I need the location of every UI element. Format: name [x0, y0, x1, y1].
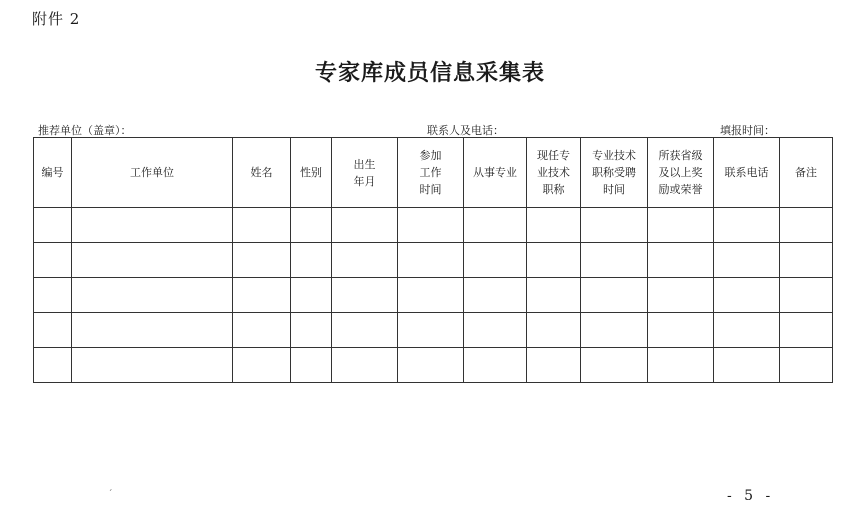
contact-field-label: 联系人及电话： [427, 124, 504, 137]
table-row [34, 208, 833, 243]
recommender-field-label: 推荐单位（盖章）： [38, 124, 132, 137]
table-row [34, 278, 833, 313]
table-cell [648, 278, 714, 313]
table-cell [464, 348, 527, 383]
table-cell [527, 348, 581, 383]
fill-date-field-label: 填报时间： [720, 124, 775, 137]
table-cell [464, 313, 527, 348]
table-cell [581, 278, 648, 313]
table-cell [233, 348, 291, 383]
table-cell [648, 313, 714, 348]
table-row [34, 348, 833, 383]
header-work-start-date: 参加 工作 时间 [398, 138, 464, 208]
table-cell [780, 243, 833, 278]
header-gender: 性别 [291, 138, 332, 208]
table-cell [72, 313, 233, 348]
table-row [34, 243, 833, 278]
header-name: 姓名 [233, 138, 291, 208]
table-cell [233, 208, 291, 243]
table-cell [648, 348, 714, 383]
table-cell [34, 243, 72, 278]
table-cell [581, 313, 648, 348]
table-cell [398, 348, 464, 383]
table-cell [714, 348, 780, 383]
table-cell [398, 278, 464, 313]
table-cell [780, 348, 833, 383]
header-remarks: 备注 [780, 138, 833, 208]
header-birth-date: 出生 年月 [332, 138, 398, 208]
table-cell [780, 208, 833, 243]
header-title-appointment-date: 专业技术 职称受聘 时间 [581, 138, 648, 208]
table-cell [291, 313, 332, 348]
form-title: 专家库成员信息采集表 [314, 60, 545, 86]
table-cell [398, 208, 464, 243]
table-cell [581, 243, 648, 278]
table-cell [233, 278, 291, 313]
table-cell [527, 278, 581, 313]
table-cell [332, 348, 398, 383]
table-cell [34, 278, 72, 313]
table-header-row [34, 138, 833, 208]
table-cell [291, 348, 332, 383]
table-cell [332, 313, 398, 348]
table-cell [714, 313, 780, 348]
header-awards: 所获省级 及以上奖 励或荣誉 [648, 138, 714, 208]
table-cell [527, 313, 581, 348]
table-cell [527, 243, 581, 278]
table-cell [291, 278, 332, 313]
header-phone: 联系电话 [714, 138, 780, 208]
scan-artifact: ˊ [108, 490, 113, 500]
table-cell [34, 348, 72, 383]
table-row [34, 313, 833, 348]
table-cell [332, 243, 398, 278]
table-cell [291, 243, 332, 278]
table-cell [398, 243, 464, 278]
table-cell [464, 278, 527, 313]
header-specialty: 从事专业 [464, 138, 527, 208]
table-cell [332, 208, 398, 243]
header-number: 编号 [34, 138, 72, 208]
table-cell [780, 313, 833, 348]
table-cell [714, 278, 780, 313]
table-cell [34, 313, 72, 348]
table-cell [291, 208, 332, 243]
header-current-title: 现任专 业技术 职称 [527, 138, 581, 208]
table-cell [780, 278, 833, 313]
table-cell [233, 243, 291, 278]
table-cell [648, 243, 714, 278]
table-cell [233, 313, 291, 348]
table-cell [714, 208, 780, 243]
table-cell [648, 208, 714, 243]
table-cell [34, 208, 72, 243]
table-cell [527, 208, 581, 243]
table-cell [398, 313, 464, 348]
table-cell [72, 243, 233, 278]
table-cell [581, 348, 648, 383]
table-cell [581, 208, 648, 243]
table-cell [464, 243, 527, 278]
page-number: - 5 - [727, 488, 775, 504]
table-cell [72, 208, 233, 243]
expert-info-table [33, 137, 833, 383]
attachment-label: 附件 2 [32, 10, 81, 28]
table-cell [464, 208, 527, 243]
table-cell [714, 243, 780, 278]
table-cell [72, 348, 233, 383]
table-cell [332, 278, 398, 313]
header-work-unit: 工作单位 [72, 138, 233, 208]
table-cell [72, 278, 233, 313]
